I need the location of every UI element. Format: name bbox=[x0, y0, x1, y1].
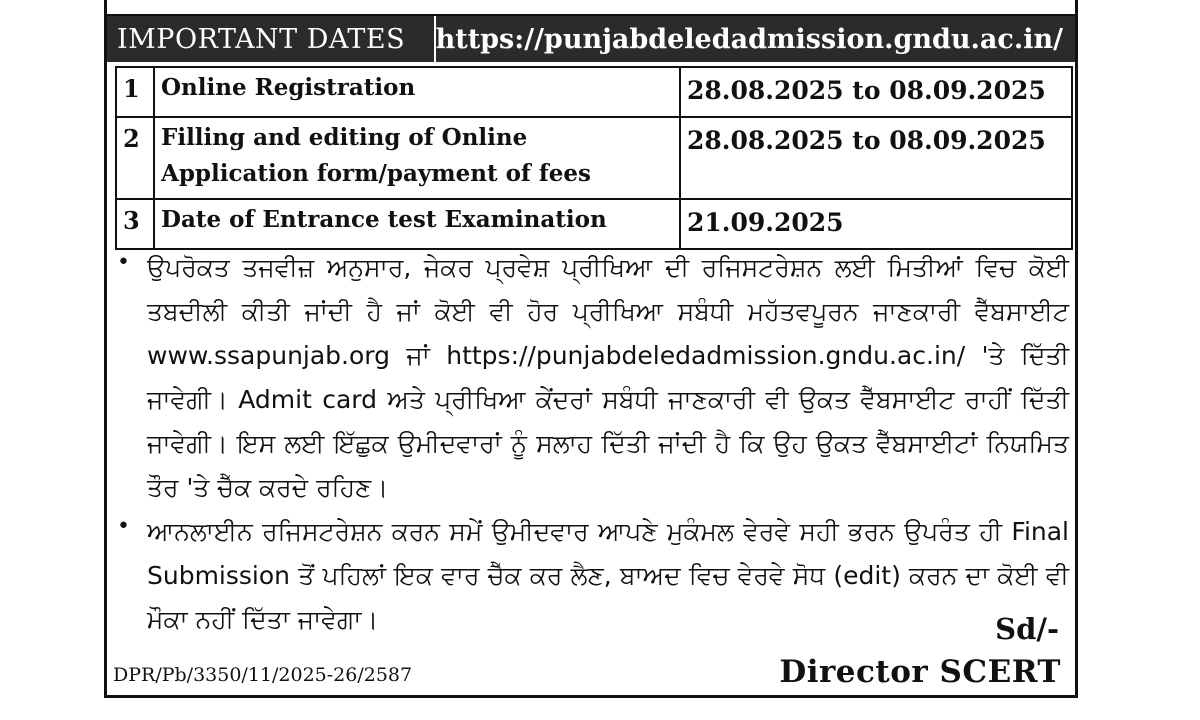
row-date: 28.08.2025 to 08.09.2025 bbox=[680, 67, 1072, 117]
row-date: 28.08.2025 to 08.09.2025 bbox=[680, 117, 1072, 199]
row-description: Online Registration bbox=[154, 67, 680, 117]
bullet-icon: • bbox=[117, 514, 130, 539]
top-border-strip bbox=[107, 0, 1075, 16]
row-number: 3 bbox=[116, 199, 154, 249]
instruction-text: ਆਨਲਾਈਨ ਰਜਿਸਟਰੇਸ਼ਨ ਕਰਨ ਸਮੇਂ ਉਮੀਦਵਾਰ ਆਪਣੇ ਮੁਕੰਮਲ ਵੇਰਵੇ ਸਹੀ ਭਰਨ ਉਪਰੰਤ ਹੀ Final Submission ਤੋਂ ਪਹਿਲਾਂ ਇਕ ਵਾਰ ਚੈੱਕ ਕਰ ਲੈਣ, ਬਾਅਦ ਵਿਚ ਵੇਰਵੇ ਸੋਧ (edit) ਕਰਨ ਦਾ ਕੋਈ ਵੀ ਮੌਕਾ ਨਹੀਂ ਦਿੱਤਾ ਜਾਵੇਗਾ। bbox=[147, 517, 1069, 634]
signature-mark: Sd/- bbox=[995, 612, 1059, 646]
bullet-icon: • bbox=[117, 250, 130, 275]
row-number: 1 bbox=[116, 67, 154, 117]
table-row bbox=[116, 199, 1072, 249]
signatory-designation: Director SCERT bbox=[779, 654, 1061, 690]
instruction-text: ਉਪਰੋਕਤ ਤਜਵੀਜ਼ ਅਨੁਸਾਰ, ਜੇਕਰ ਪ੍ਰਵੇਸ਼ ਪ੍ਰੀਖਿਆ ਦੀ ਰਜਿਸਟਰੇਸ਼ਨ ਲਈ ਮਿਤੀਆਂ ਵਿਚ ਕੋਈ ਤਬਦੀਲੀ ਕੀਤੀ ਜਾਂਦੀ ਹੈ ਜਾਂ ਕੋਈ ਵੀ ਹੋਰ ਪ੍ਰੀਖਿਆ ਸਬੰਧੀ ਮਹੱਤਵਪੂਰਨ ਜਾਣਕਾਰੀ ਵੈੱਬਸਾਈਟ www.ssapunjab.org ਜਾਂ https://punjabdeledadmission.gndu.ac.in/ 'ਤੇ ਦਿੱਤੀ ਜਾਵੇਗੀ। Admit card ਅਤੇ ਪ੍ਰੀਖਿਆ ਕੇਂਦਰਾਂ ਸਬੰਧੀ ਜਾਣਕਾਰੀ ਵੀ ਉਕਤ ਵੈੱਬਸਾਈਟ ਰਾਹੀਂ ਦਿੱਤੀ ਜਾਵੇਗੀ। ਇਸ ਲਈ ਇੱਛੁਕ ਉਮੀਦਵਾਰਾਂ ਨੂੰ ਸਲਾਹ ਦਿੱਤੀ ਜਾਂਦੀ ਹੈ ਕਿ ਉਹ ਉਕਤ ਵੈੱਬਸਾਈਟਾਂ ਨਿਯਮਿਤ ਤੌਰ 'ਤੇ ਚੈੱਕ ਕਰਦੇ ਰਹਿਣ। bbox=[147, 253, 1069, 502]
list-item bbox=[117, 510, 1069, 642]
notice-panel bbox=[104, 0, 1078, 698]
table-row bbox=[116, 117, 1072, 199]
row-description: Filling and editing of Online Application form/payment of fees bbox=[154, 117, 680, 199]
reference-number: DPR/Pb/3350/11/2025-26/2587 bbox=[113, 664, 413, 686]
important-dates-table bbox=[115, 66, 1073, 250]
row-description: Date of Entrance test Examination bbox=[154, 199, 680, 249]
instruction-list bbox=[117, 246, 1069, 642]
header-bar bbox=[107, 16, 1075, 62]
list-item bbox=[117, 246, 1069, 510]
table-row bbox=[116, 67, 1072, 117]
header-url: https://punjabdeledadmission.gndu.ac.in/ bbox=[435, 23, 1063, 55]
row-number: 2 bbox=[116, 117, 154, 199]
header-title: IMPORTANT DATES bbox=[107, 16, 436, 62]
row-date: 21.09.2025 bbox=[680, 199, 1072, 249]
